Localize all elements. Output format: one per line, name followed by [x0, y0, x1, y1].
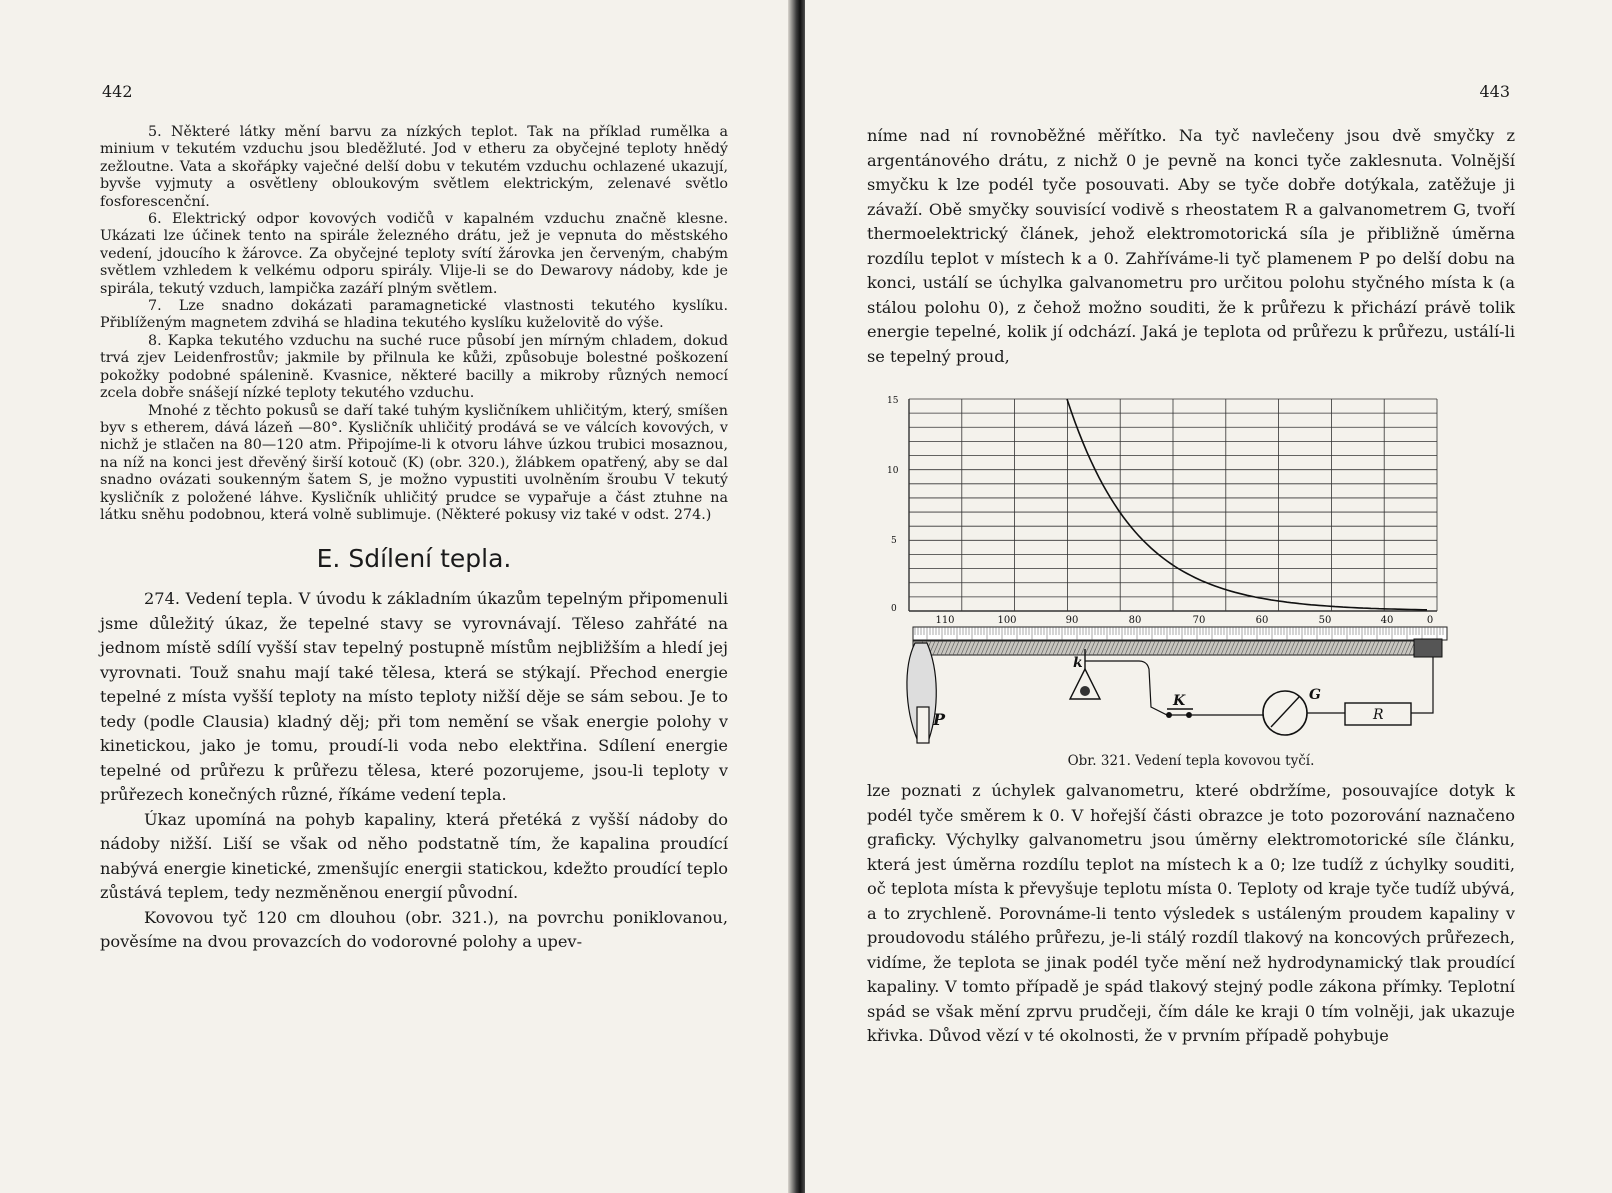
label-P: P: [933, 710, 946, 729]
loop-0: [1414, 639, 1442, 657]
left-page: [0, 0, 795, 1193]
figure-321-diagram: [867, 387, 1515, 747]
paragraph-7: 7. Lze snadno dokázati paramagnetické vlastnosti tekutého kyslíku. Přiblíženým magnetem zdvihá se hladina tekutého kyslíku kuželovitě do výše.: [100, 298, 728, 332]
scale-100: 100: [997, 615, 1017, 626]
label-G: G: [1309, 687, 1321, 703]
figure-321: [867, 387, 1515, 769]
section-body: [100, 587, 728, 955]
scale-60: 60: [1255, 615, 1269, 626]
scale-40: 40: [1380, 615, 1394, 626]
page-number-right: 443: [1479, 82, 1510, 101]
paragraph-274: 274. Vedení tepla. V úvodu k základním úkazům tepelným připomenuli jsme důležitý úkaz, že tepelné stavy se vyrovnávají. Těleso zahřáté na jednom místě sdílí vyšší stav tepelný postupně místům nejbližším a hledí jej vyrovnati. Touž snahu mají také tělesa, která se stýkají. Přechod energie tepelné z místa vyšší teploty na místo teploty nižší děje se sám sebou. Je to tedy (podle Clausia) kladný děj; při tom nemění se však energie polohy v kinetickou, jako je tomu, proudí-li voda nebo elektřina. Sdílení energie tepelné od průřezu k průřezu tělesa, které pozorujeme, jsou-li teploty v průřezech konečných různé, říkáme vedení tepla.: [100, 589, 728, 805]
scale-0: 0: [1426, 615, 1434, 626]
right-lower-text: lze poznati z úchylek galvanometru, které obdržíme, posouvajíce dotyk k podél tyče směrem k 0. V hořejší části obrazce je toto pozorování naznačeno graficky. Výchylky galvanometru jsou úměrny elektromotorické síle článku, která jest úměrna rozdílu teplot na místech k a 0; lze tudíž z úchylky souditi, oč teplota místa k převyšuje teplotu místa 0. Teploty od kraje tyče tudíž ubývá, a to zrychleně. Porovnáme-li tento výsledek s ustáleným proudem kapaliny v proudovodu stálého průřezu, je-li stálý rozdíl tlakový na koncových průřezech, vidíme, že teplota se jinak podél tyče mění než hydrodynamický tlak proudící kapaliny. V tomto případě je spád tlakový stejný podle zákona přímky. Teplotní spád se však mění zprvu prudčeji, čím dále ke kraji 0 tím volněji, jak ukazuje křivka. Důvod vězí v té okolnosti, že v prvním případě pohybuje: [867, 781, 1515, 1045]
right-page: [805, 0, 1612, 1193]
scale-70: 70: [1192, 615, 1206, 626]
scale-80: 80: [1128, 615, 1142, 626]
paragraph-6: 6. Elektrický odpor kovových vodičů v kapalném vzduchu značně klesne. Ukázati lze účinek tento na spirále železného drátu, jež je vepnuta do městského vedení, jdoucího k žárovce. Za obyčejné teploty svítí žárovka jen červeným, chabým světlem vzhledem k velkému odporu spirály. Vlije-li se do Dewarovy nádoby, kde je spirála, tekutý vzduch, lampička zazáří plným světlem.: [100, 211, 728, 297]
right-column: [867, 124, 1515, 1049]
paragraph-analogy: Úkaz upomíná na pohyb kapaliny, která přetéká z vyšší nádoby do nádoby nižší. Liší se však od něho podstatně tím, že kapalina proudící nabývá energie kinetické, zmenšujíc energii statickou, kdežto proudící teplo zůstává teplem, tedy nezměněnou energií původní.: [100, 809, 728, 903]
scale-90: 90: [1065, 615, 1079, 626]
scale-110: 110: [935, 615, 955, 626]
y-tick-10: 10: [887, 466, 899, 476]
paragraph-rod: Kovovou tyč 120 cm dlouhou (obr. 321.), na povrchu poniklovanou, pověsíme na dvou provazcích do vodorovné polohy a upev-: [100, 907, 728, 952]
label-k: k: [1073, 655, 1083, 671]
left-column: [100, 124, 728, 955]
section-title: E. Sdílení tepla.: [316, 544, 512, 574]
label-K: K: [1173, 693, 1186, 709]
burner: [917, 707, 929, 743]
y-tick-5: 5: [891, 536, 897, 546]
page-number-left: 442: [102, 82, 133, 101]
paragraph-co2: Mnohé z těchto pokusů se daří také tuhým kysličníkem uhličitým, který, smíšen byv s etherem, dává lázeň —80°. Kysličník uhličitý prodává se ve válcích kovových, v nichž je stlačen na 80—120 atm. Připojíme-li k otvoru láhve úzkou trubici mosaznou, na níž na konci jest dřevěný širší kotouč (K) (obr. 320.), žlábkem opatřený, aby se dal snadno ovázati soukenným šatem S, je možno vypustiti uvolněním šroubu V tekutý kysličník z položené láhve. Kysličník uhličitý prudce se vypařuje a část ztuhne na látku sněhu podobnou, která volně sublimuje. (Některé pokusy viz také v odst. 274.): [100, 402, 728, 523]
figure-caption: Obr. 321. Vedení tepla kovovou tyčí.: [1067, 753, 1315, 769]
paragraph-5: 5. Některé látky mění barvu za nízkých teplot. Tak na příklad rumělka a minium v tekutém vzduchu jsou bleděžluté. Jod v etheru za obyčejné teploty hnědý zežloutne. Vata a skořápky vaječné delší dobu v tekutém vzduchu ochlazené ukazují, byvše vyjmuty a osvětleny obloukovým světlem elektrickým, zelenavé světlo fosforescenční.: [100, 124, 728, 210]
paragraph-8: 8. Kapka tekutého vzduchu na suché ruce působí jen mírným chladem, dokud trvá zjev Leidenfrostův; jakmile by přilnula ke kůži, způsobuje bolestné poškození pokožky podobné spálenině. Kvasnice, některé bacilly a mikroby různých nemocí zcela dobře snášejí nízké teploty tekutého vzduchu.: [100, 332, 728, 402]
graph-grid: [909, 399, 1437, 611]
right-upper-text: níme nad ní rovnoběžné měřítko. Na tyč navlečeny jsou dvě smyčky z argentánového drátu, z nichž 0 je pevně na konci tyče zaklesnuta. Volnější smyčku k lze podél tyče posouvati. Aby se tyče dobře dotýkala, zatěžuje ji závaží. Obě smyčky souvisící vodivě s rheostatem R a galvanometrem G, tvoří thermoelektrický článek, jehož elektromotorická síla je přibližně úměrna rozdílu teplot v místech k a 0. Zahříváme-li tyč plamenem P po delší dobu na konci, ustálí se úchylka galvanometru pro určitou polohu styčného místa k (a stálou polohu 0), z čehož možno souditi, že k průřezu k přichází právě tolik energie tepelné, kolik jí odchází. Jaká je teplota od průřezu k průřezu, ustálí-li se tepelný proud,: [867, 126, 1515, 366]
scale-50: 50: [1318, 615, 1332, 626]
y-tick-0: 0: [891, 604, 897, 614]
label-R: R: [1373, 707, 1384, 723]
temperature-curve: [1067, 399, 1427, 610]
y-tick-15: 15: [887, 396, 899, 406]
